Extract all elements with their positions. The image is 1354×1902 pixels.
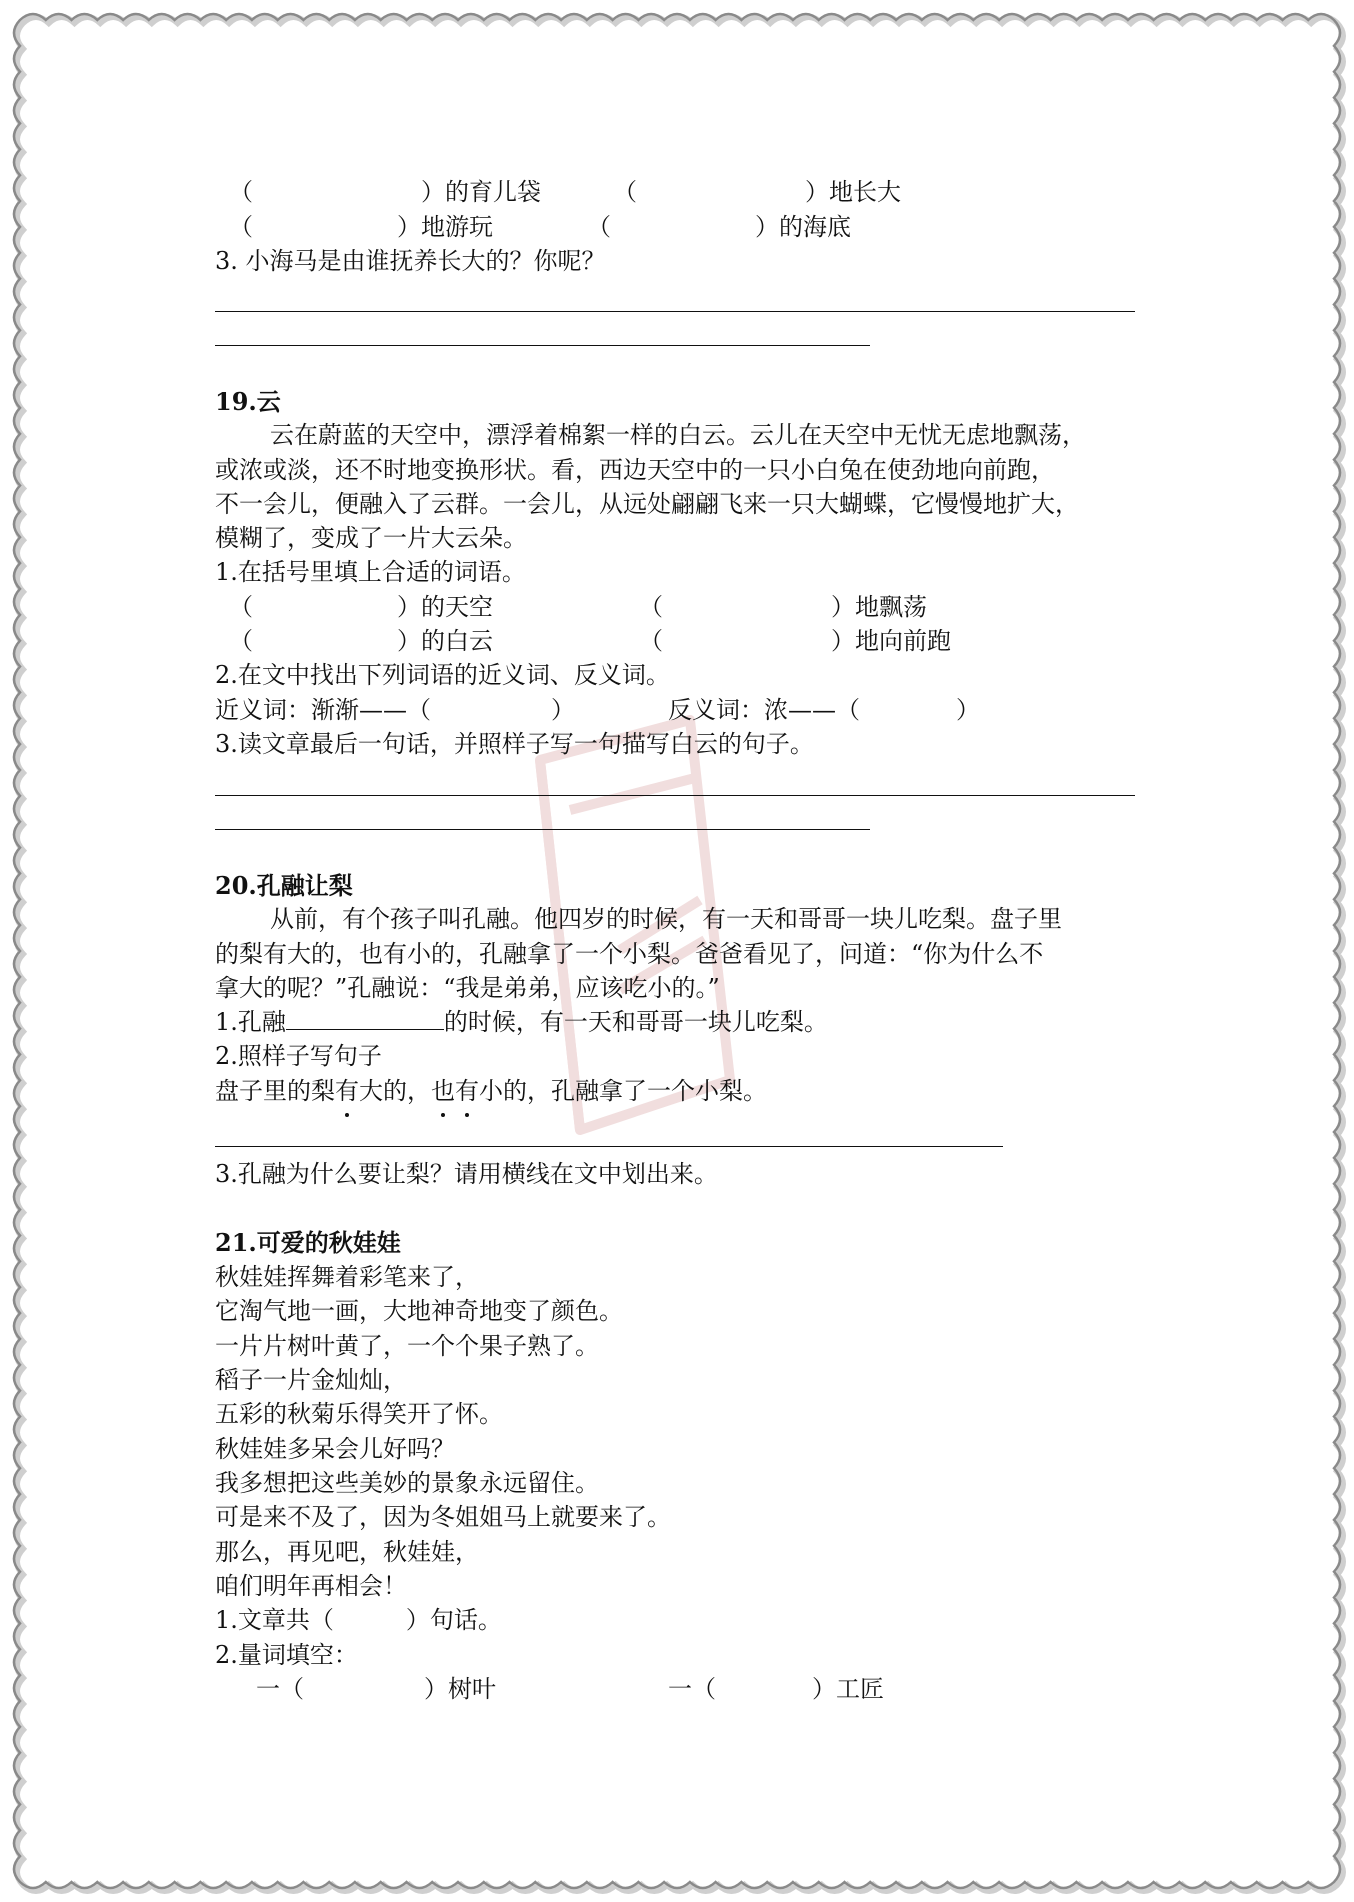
example-text: 大的， [359,1077,431,1105]
question-19-3: 3.读文章最后一句话，并照样子写一句描写白云的句子。 [215,730,814,758]
poem-line: 秋娃娃挥舞着彩笔来了， [215,1263,479,1291]
section-title-19: 19.云 [215,387,281,416]
fill-blank-sky: （ ）的天空 [229,593,493,621]
fill-blank-play: （ ）地游玩 [229,213,493,241]
question-19-2: 2.在文中找出下列词语的近义词、反义词。 [215,661,670,689]
paragraph-line: 云在蔚蓝的天空中，漂浮着棉絮一样的白云。云儿在天空中无忧无虑地飘荡， [270,421,1086,449]
fill-blank-grow: （ ）地长大 [613,178,901,206]
fill-blank-float: （ ）地飘荡 [639,593,927,621]
answer-line [215,829,870,830]
question-20-1 [215,1006,828,1038]
answer-blank [286,1007,444,1030]
dotted-char: 有 [455,1077,479,1105]
section-title-20: 20.孔融让梨 [215,871,353,900]
example-text: 小的，孔融拿了一个小梨。 [479,1077,767,1105]
question-20-2: 2.照样子写句子 [215,1042,382,1070]
question-19-1: 1.在括号里填上合适的词语。 [215,558,526,586]
poem-line: 我多想把这些美妙的景象永远留住。 [215,1469,599,1497]
question-21-1: 1.文章共（ ）句话。 [215,1606,502,1634]
dotted-char: 也 [431,1077,455,1105]
paragraph-line: 的梨有大的，也有小的，孔融拿了一个小梨。爸爸看见了，问道：“你为什么不 [215,940,1044,968]
answer-line [215,311,1135,312]
fill-blank-pouch: （ ）的育儿袋 [229,178,541,206]
answer-line [215,795,1135,796]
fill-blank-seabed: （ ）的海底 [587,213,851,241]
poem-line: 一片片树叶黄了，一个个果子熟了。 [215,1332,599,1360]
fill-blank-cloud: （ ）的白云 [229,627,493,655]
example-text: 盘子里的梨 [215,1077,335,1105]
poem-line: 可是来不及了，因为冬姐姐马上就要来了。 [215,1503,671,1531]
paragraph-line: 或浓或淡，还不时地变换形状。看，西边天空中的一只小白兔在使劲地向前跑， [215,456,1055,484]
paragraph-line: 拿大的呢？”孔融说：“我是弟弟，应该吃小的。” [215,974,720,1002]
poem-line: 五彩的秋菊乐得笑开了怀。 [215,1400,503,1428]
dotted-char: 有 [335,1077,359,1105]
fill-blank-run: （ ）地向前跑 [639,627,951,655]
poem-line: 那么，再见吧，秋娃娃， [215,1538,479,1566]
question-20-1-prefix: 1.孔融 [215,1008,286,1036]
answer-line [215,345,870,346]
poem-line: 稻子一片金灿灿， [215,1366,407,1394]
question-20-1-suffix: 的时候，有一天和哥哥一块儿吃梨。 [443,1008,828,1036]
paragraph-line: 模糊了，变成了一片大云朵。 [215,524,527,552]
poem-line: 它淘气地一画，大地神奇地变了颜色。 [215,1297,623,1325]
poem-line: 秋娃娃多呆会儿好吗？ [215,1435,455,1463]
paragraph-line: 从前，有个孩子叫孔融。他四岁的时候，有一天和哥哥一块儿吃梨。盘子里 [270,905,1062,933]
question-21-2: 2.量词填空： [215,1641,358,1669]
poem-line: 咱们明年再相会！ [215,1572,407,1600]
measure-word-blank-leaf: 一（ ）树叶 [256,1675,496,1703]
answer-line [215,1146,1003,1147]
synonym-blank: 近义词：渐渐——（ ） [215,696,575,724]
question-18-3: 3. 小海马是由谁抚养长大的？你呢？ [215,247,606,275]
measure-word-blank-craftsman: 一（ ）工匠 [668,1675,884,1703]
question-20-3: 3.孔融为什么要让梨？请用横线在文中划出来。 [215,1160,718,1188]
section-title-21: 21.可爱的秋娃娃 [215,1228,401,1257]
paragraph-line: 不一会儿，便融入了云群。一会儿，从远处翩翩飞来一只大蝴蝶，它慢慢地扩大， [215,490,1079,518]
example-sentence [215,1075,767,1107]
antonym-blank: 反义词：浓——（ ） [668,696,980,724]
